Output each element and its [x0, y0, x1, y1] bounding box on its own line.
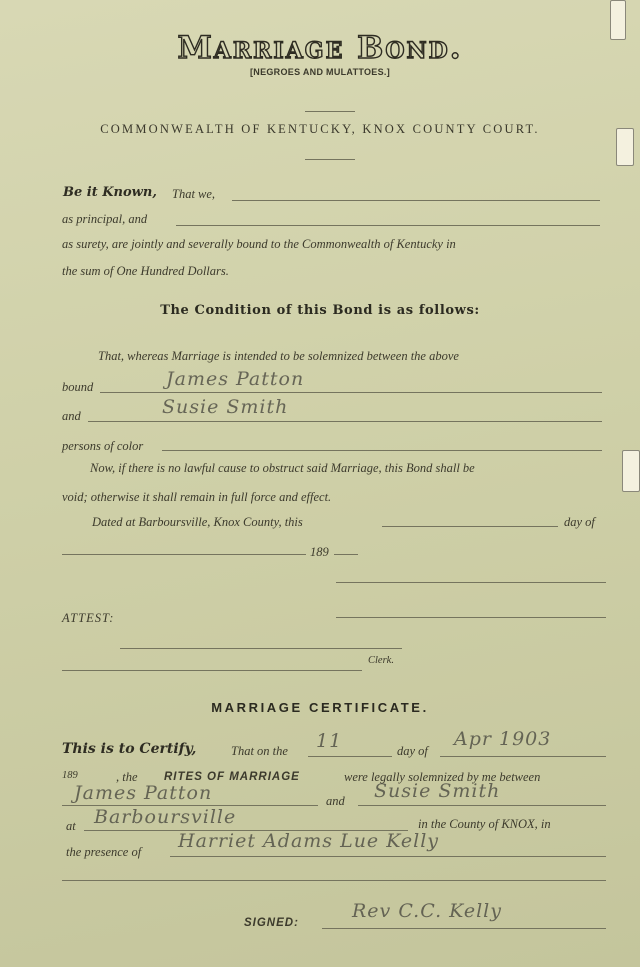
court-heading: COMMONWEALTH OF KENTUCKY, KNOX COUNTY COURT. [100, 122, 540, 136]
signature-line [322, 928, 606, 929]
document-subtitle: [NEGROES AND MULATTOES.] [249, 67, 391, 77]
cert-day-of-label: day of [397, 744, 428, 758]
sum-text: the sum of One Hundred Dollars. [62, 264, 229, 278]
year-line-tail [334, 554, 358, 555]
attest-line [120, 648, 402, 649]
whereas-text: That, whereas Marriage is intended to be solemnized between the above [98, 349, 459, 363]
dated-text: Dated at Barboursville, Knox County, this [92, 515, 303, 529]
groom-handwriting: James Patton [74, 782, 213, 804]
bride-handwriting: Susie Smith [374, 780, 501, 802]
bride-line [358, 805, 606, 806]
signature-line-1 [336, 582, 606, 583]
surety-text: as surety, are jointly and severally bound to the Commonwealth of Kentucky in [62, 237, 456, 251]
cert-and-label: and [326, 794, 345, 808]
clerk-line [62, 670, 362, 671]
certificate-heading: MARRIAGE CERTIFICATE. [211, 700, 429, 715]
county-text: in the County of KNOX, in [418, 817, 551, 831]
that-we-label: That we, [172, 187, 216, 201]
rites-of-marriage: RITES OF MARRIAGE [164, 771, 300, 783]
bound-name-handwriting: James Patton [166, 368, 305, 390]
witness-line [170, 856, 606, 857]
witnesses-handwriting: Harriet Adams Lue Kelly [178, 830, 440, 852]
bound-label: bound [62, 380, 94, 394]
legally-text: were legally solemnized by me between [344, 770, 541, 784]
presence-label: the presence of [66, 845, 142, 859]
clerk-label: Clerk. [368, 655, 394, 666]
page-tab-lower [622, 450, 640, 492]
this-is-to-certify: This is to Certify, [62, 741, 197, 757]
day-line [308, 756, 392, 757]
witness-line-2 [62, 880, 606, 881]
surety-line [176, 225, 600, 226]
bound-line [100, 392, 602, 393]
and-label: and [62, 409, 81, 423]
month-line [440, 756, 606, 757]
year-line [62, 554, 306, 555]
attest-label: ATTEST: [62, 611, 115, 625]
dated-line [382, 526, 558, 527]
signed-label: SIGNED: [244, 917, 299, 929]
now-if-line2: void; otherwise it shall remain in full force and effect. [62, 490, 332, 504]
condition-heading: The Condition of this Bond is as follows: [160, 303, 480, 318]
now-if-line1: Now, if there is no lawful cause to obstruct said Marriage, this Bond shall be [90, 461, 475, 475]
month-year-handwriting: Apr 1903 [454, 728, 552, 750]
and-line [88, 421, 602, 422]
document-title: Marriage Bond. [177, 30, 463, 66]
cert-the: , the [116, 770, 138, 784]
day-handwriting: 11 [316, 730, 343, 752]
persons-line [162, 450, 602, 451]
persons-of-color-label: persons of color [62, 439, 144, 453]
and-name-handwriting: Susie Smith [162, 396, 289, 418]
principal-label: as principal, and [62, 212, 148, 226]
divider [305, 111, 355, 112]
that-on-the-label: That on the [231, 744, 288, 758]
at-label: at [66, 819, 76, 833]
divider [305, 159, 355, 160]
signature-handwriting: Rev C.C. Kelly [352, 900, 502, 922]
principal-line [232, 200, 600, 201]
be-it-known: Be it Known, [63, 185, 157, 200]
place-handwriting: Barboursville [94, 806, 237, 828]
year-prefix: 189 [310, 545, 329, 559]
signature-line-2 [336, 617, 606, 618]
cert-year-prefix: 189 [62, 770, 78, 781]
day-of-label: day of [564, 515, 595, 529]
